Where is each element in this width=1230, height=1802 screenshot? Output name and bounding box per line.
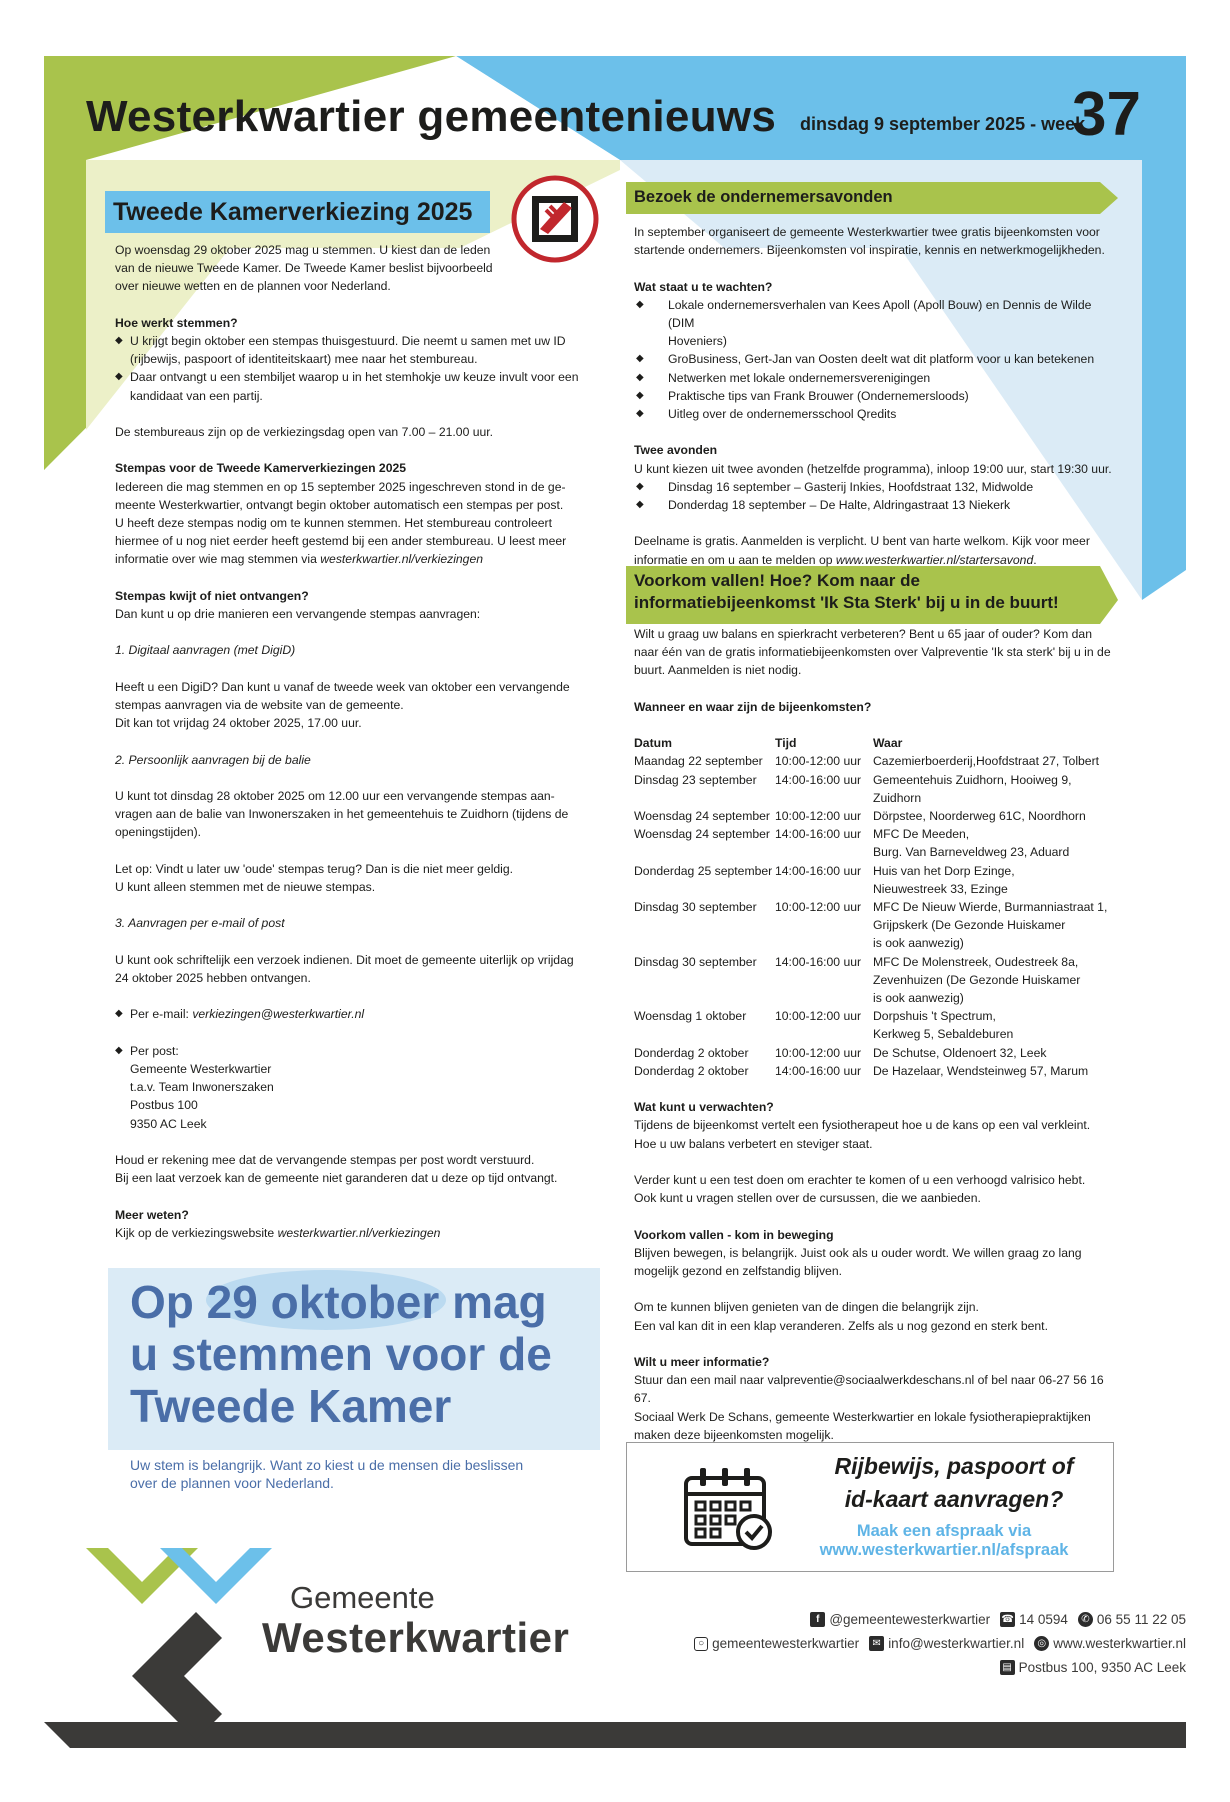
text: . [1033, 552, 1037, 567]
test-line: Verder kunt u een test doen om erachter te komen of u een verhoogd valrisico hebt. [634, 1173, 1086, 1188]
masthead-title: Westerkwartier gemeentenieuws [86, 92, 777, 141]
bullet-line: ◆ GroBusiness, Gert-Jan van Oosten deelt wat dit platform voor u kan betekenen [668, 352, 1095, 367]
expect2-line: Tijdens de bijeenkomst vertelt een fysiotherapeut hoe u de kans op een val verkleint. [634, 1118, 1091, 1133]
option-2-line: vragen aan de balie van Inwonerszaken in het gemeentehuis te Zuidhorn (tijdens de [115, 807, 569, 822]
date-cell: Woensdag 24 september [634, 809, 770, 823]
whatsapp-icon: ✆ [1078, 1612, 1093, 1627]
date-cell: Dinsdag 30 september [634, 954, 757, 969]
email-icon: ✉ [869, 1636, 884, 1651]
date-cell: Maandag 22 september [634, 754, 763, 769]
bullet-line: ◆ Netwerken met lokale ondernemersverenigingen [668, 370, 931, 385]
info-line: maken deze bijeenkomsten mogelijk. [634, 1427, 834, 1442]
vote-banner-sub [130, 1456, 590, 1492]
bullet-item [634, 405, 1114, 423]
address-line: Postbus 100 [130, 1098, 198, 1113]
phone-icon: ☎ [1001, 1614, 1014, 1625]
fall-intro-line: naar één van de gratis informatiebijeenkomsten over Valpreventie 'Ik sta sterk' bij u in de [634, 645, 1111, 660]
closing-line: Houd er rekening mee dat de vervangende stempas per post wordt verstuurd. [115, 1152, 535, 1167]
table-row [634, 898, 1107, 953]
email-link[interactable]: verkiezingen@westerkwartier.nl [192, 1007, 365, 1022]
bullet-line: ◆ Praktische tips van Frank Brouwer (Ondernemersloods) [668, 388, 969, 403]
closing-line: Bij een laat verzoek kan de gemeente niet garanderen dat u deze op tijd ontvangt. [115, 1171, 558, 1186]
pass-line: U heeft deze stempas nodig om te kunnen stemmen. Het stembureau controleert [115, 516, 552, 530]
bullet-line: ◆ U krijgt begin oktober een stempas thuisgestuurd. Die neemt u samen met uw ID [130, 334, 566, 348]
evening-item [634, 496, 1114, 514]
date-cell: Donderdag 2 oktober [634, 1045, 749, 1060]
whatsapp-number[interactable]: 06 55 11 22 05 [1096, 1612, 1186, 1627]
intro-line: van de nieuwe Tweede Kamer. De Tweede Kamer beslist bijvoorbeeld [115, 261, 493, 276]
info-title: Wilt u meer informatie? [634, 1355, 770, 1370]
banner-sub-line: over de plannen voor Nederland. [130, 1475, 334, 1491]
date-cell: Donderdag 25 september [634, 863, 773, 878]
expect2-line: Hoe u uw balans verbetert en steviger staat. [634, 1136, 873, 1151]
free-line: Deelname is gratis. Aanmelden is verplicht. U bent van harte welkom. Kijk voor meer [634, 534, 1090, 549]
option-3-title: 3. Aanvragen per e-mail of post [115, 916, 285, 931]
bullet-item [634, 387, 1114, 405]
text: Per e-mail: [130, 1007, 193, 1022]
date-cell: Donderdag 2 oktober [634, 1063, 749, 1078]
table-header [634, 734, 1107, 752]
bullet-item [115, 332, 600, 368]
column-header: Datum [634, 736, 672, 751]
week-number: 37 [1072, 80, 1141, 149]
note-line: U kunt alleen stemmen met de nieuwe stempas. [115, 879, 376, 894]
bullet-item [634, 369, 1114, 387]
location-cell: De Hazelaar, Wendsteinweg 57, Marum [873, 1063, 1089, 1078]
mailbox-icon: ▤ [1000, 1660, 1015, 1675]
time-cell: 10:00-12:00 uur [775, 900, 862, 915]
evening-line: ◆ Donderdag 18 september – De Halte, Aldringastraat 13 Niekerk [668, 498, 1011, 513]
banner-sub-line: Uw stem is belangrijk. Want zo kiest u de mensen die beslissen [130, 1457, 524, 1473]
ad-title-line: id-kaart aanvragen? [844, 1486, 1064, 1512]
free-line [634, 551, 1114, 569]
time-cell: 10:00-12:00 uur [775, 754, 862, 769]
column-header: Waar [873, 736, 903, 751]
table-row [634, 1007, 1107, 1043]
pass-line: Iedereen die mag stemmen en op 15 september 2025 ingeschreven stond in de ge- [115, 479, 566, 494]
location-cell: Cazemierboerderij,Hoofdstraat 27, Tolbert [873, 754, 1100, 769]
text: informatie over wie mag stemmen via [115, 552, 321, 567]
pass-title: Stempas voor de Tweede Kamerverkiezingen 2025 [115, 461, 407, 476]
location-cell: Dörpstee, Noorderweg 61C, Noordhorn [873, 809, 1086, 823]
evening-line: ◆ Dinsdag 16 september – Gasterij Inkies, Hoofdstraat 132, Midwolde [668, 479, 1034, 494]
option-1-line: Dit kan tot vrijdag 24 oktober 2025, 17.00 uur. [115, 716, 362, 731]
post-label: ◆ Per post: [130, 1043, 179, 1058]
postal-address: Postbus 100, 9350 AC Leek [1018, 1660, 1186, 1675]
text: Kijk op de verkiezingswebsite [115, 1225, 278, 1240]
bullet-line: kandidaat van een partij. [130, 388, 263, 403]
time-cell: 10:00-12:00 uur [775, 1009, 862, 1024]
how-title: Hoe werkt stemmen? [115, 315, 238, 330]
table-row [634, 1062, 1107, 1080]
more-line [115, 1224, 600, 1242]
ad-sub-line: Maak een afspraak via [856, 1522, 1032, 1540]
enjoy-line: Een val kan dit in een klap veranderen. Zelfs als u nog gezond en sterk bent. [634, 1318, 1048, 1333]
pass-line: meente Westerkwartier, ontvangt begin oktober automatisch een stempas per post. [115, 497, 564, 512]
option-1-line: Heeft u een DigiD? Dan kunt u vanaf de tweede week van oktober een vervangende [115, 679, 570, 694]
bullet-line: ◆ Lokale ondernemersverhalen van Kees Apoll (Apoll Bouw) en Dennis de Wilde (DIM [668, 297, 1092, 330]
email-bullet [115, 1005, 600, 1023]
banner-line: Tweede Kamer [130, 1380, 452, 1432]
globe-icon: ◎ [1034, 1636, 1049, 1651]
option-2-line: U kunt tot dinsdag 28 oktober 2025 om 12.00 uur een vervangende stempas aan- [115, 788, 555, 803]
column-header: Tijd [775, 736, 797, 751]
elections-link[interactable]: westerkwartier.nl/verkiezingen [320, 552, 484, 567]
location-cell: MFC De Molenstreek, Oudestreek 8a, Zevenhuizen (De Gezonde Huiskamer is ook aanwezig) [873, 954, 1081, 1006]
time-cell: 10:00-12:00 uur [775, 809, 862, 823]
table-row [634, 825, 1107, 861]
intro-line: In september organiseert de gemeente Westerkwartier twee gratis bijeenkomsten voor [634, 225, 1100, 239]
masthead-date: dinsdag 9 september 2025 - week [800, 114, 1086, 134]
logo-gemeente: Gemeente [290, 1580, 435, 1615]
option-2-line: openingstijden). [115, 825, 202, 840]
email-address[interactable]: info@westerkwartier.nl [888, 1636, 1025, 1651]
startersavond-link[interactable]: www.westerkwartier.nl/startersavond [835, 552, 1034, 567]
fall-heading-line: Voorkom vallen! Hoe? Kom naar de [634, 571, 920, 590]
banner-line: Op 29 oktober mag [130, 1276, 547, 1328]
expect-title: Wat staat u te wachten? [634, 279, 773, 294]
bullet-line: ◆ Uitleg over de ondernemersschool Qredits [668, 407, 897, 422]
location-cell: MFC De Nieuw Wierde, Burmanniastraat 1, Grijpskerk (De Gezonde Huiskamer is ook aanwezig) [873, 900, 1108, 951]
elections-link[interactable]: westerkwartier.nl/verkiezingen [277, 1225, 441, 1240]
note-line: Let op: Vindt u later uw 'oude' stempas terug? Dan is die niet meer geldig. [115, 861, 514, 876]
info-line: Sociaal Werk De Schans, gemeente Westerkwartier en lokale fysiotherapiepraktijken [634, 1409, 1091, 1424]
bullet-item [634, 296, 1114, 351]
afspraak-link[interactable]: www.westerkwartier.nl/afspraak [819, 1541, 1069, 1559]
move-line: mogelijk gezond en zelfstandig blijven. [634, 1264, 842, 1279]
time-cell: 14:00-16:00 uur [775, 863, 862, 878]
move-title: Voorkom vallen - kom in beweging [634, 1227, 834, 1242]
intro-line: over nieuwe wetten en de plannen voor Nederland. [115, 279, 391, 294]
option-3-line: 24 oktober 2025 hebben ontvangen. [115, 970, 311, 985]
banner-line: u stemmen voor de [130, 1328, 552, 1380]
pass-line: hiermee of u nog niet eerder heeft gestemd bij een ander stembureau. U leest meer [115, 534, 567, 549]
time-cell: 14:00-16:00 uur [775, 827, 862, 842]
address-line: t.a.v. Team Inwonerszaken [130, 1080, 274, 1095]
entrepreneurs-article [634, 223, 1114, 569]
fall-intro-line: Wilt u graag uw balans en spierkracht verbeteren? Bent u 65 jaar of ouder? Kom dan [634, 627, 1092, 641]
logo-westerkwartier: Westerkwartier [262, 1614, 570, 1661]
time-cell: 14:00-16:00 uur [775, 1063, 862, 1078]
vote-banner [130, 1276, 600, 1432]
location-cell: De Schutse, Oldenoert 32, Leek [873, 1045, 1047, 1060]
two-evenings-text: U kunt kiezen uit twee avonden (hetzelfde programma), inloop 19:00 uur, start 19:30 uur. [634, 461, 1112, 476]
when-title: Wanneer en waar zijn de bijeenkomsten? [634, 699, 872, 714]
time-cell: 14:00-16:00 uur [775, 954, 862, 969]
election-article [115, 241, 600, 1242]
time-cell: 10:00-12:00 uur [775, 1045, 862, 1060]
evening-item [634, 478, 1114, 496]
bullet-line: (rijbewijs, paspoort of identiteitskaart) mee naar het stembureau. [130, 352, 478, 367]
opening-hours: De stembureaus zijn op de verkiezingsdag open van 7.00 – 21.00 uur. [115, 425, 494, 439]
option-1-title: 1. Digitaal aanvragen (met DigiD) [115, 643, 296, 658]
bullet-item [115, 368, 600, 404]
move-line: Blijven bewegen, is belangrijk. Juist ook als u ouder wordt. We willen graag zo lang [634, 1245, 1082, 1260]
date-cell: Dinsdag 23 september [634, 772, 757, 787]
date-cell: Dinsdag 30 september [634, 900, 757, 915]
date-cell: Woensdag 1 oktober [634, 1009, 747, 1024]
lost-title: Stempas kwijt of niet ontvangen? [115, 588, 309, 603]
fall-heading-line: informatiebijeenkomst 'Ik Sta Sterk' bij u in de buurt! [634, 593, 1059, 612]
pass-line-last [115, 550, 600, 568]
ad-title [806, 1450, 1102, 1516]
post-bullet [115, 1042, 600, 1133]
time-cell: 14:00-16:00 uur [775, 772, 862, 787]
intro-line: Op woensdag 29 oktober 2025 mag u stemmen. U kiest dan de leden [115, 243, 491, 257]
facebook-handle[interactable]: @gemeentewesterkwartier [829, 1612, 991, 1627]
election-heading: Tweede Kamerverkiezing 2025 [113, 198, 473, 226]
contact-row-1 [810, 1612, 1186, 1627]
bullet-line: ◆ Daar ontvangt u een stembiljet waarop u in het stemhokje uw keuze invult voor een [130, 370, 579, 385]
location-cell: Dorpshuis 't Spectrum, Kerkweg 5, Sebaldeburen [873, 1009, 1014, 1042]
contact-row-2 [694, 1636, 1186, 1651]
location-cell: Gemeentehuis Zuidhorn, Hooiweg 9, Zuidhorn [873, 772, 1072, 805]
expect2-title: Wat kunt u verwachten? [634, 1100, 774, 1115]
instagram-icon: ○ [694, 1637, 708, 1651]
calendar-check-icon [682, 1466, 774, 1552]
more-title: Meer weten? [115, 1207, 189, 1222]
address-line: Gemeente Westerkwartier [130, 1061, 272, 1076]
table-row [634, 771, 1107, 807]
fall-article [634, 625, 1124, 1444]
instagram-handle[interactable]: gemeentewesterkwartier [712, 1636, 860, 1651]
option-2-title: 2. Persoonlijk aanvragen bij de balie [115, 752, 311, 767]
table-row [634, 862, 1107, 898]
two-evenings-title: Twee avonden [634, 443, 718, 458]
phone-number[interactable]: 14 0594 [1019, 1612, 1068, 1627]
table-row [634, 807, 1107, 825]
intro-line: startende ondernemers. Bijeenkomsten vol inspiratie, kennis en netwerkmogelijkheden. [634, 243, 1105, 258]
date-cell: Woensdag 24 september [634, 827, 770, 842]
schedule-table [634, 734, 1107, 1080]
text: informatie en om u aan te melden op [634, 552, 836, 567]
table-row [634, 1044, 1107, 1062]
location-cell: MFC De Meeden, Burg. Van Barneveldweg 23, Aduard [873, 827, 1070, 860]
info-line: Stuur dan een mail naar valpreventie@sociaalwerkdeschans.nl of bel naar 06-27 56 16 67. [634, 1373, 1104, 1406]
option-1-line: stempas aanvragen via de website van de gemeente. [115, 697, 404, 712]
website-link[interactable]: www.westerkwartier.nl [1053, 1636, 1186, 1651]
table-row [634, 953, 1107, 1008]
bullet-item [634, 350, 1114, 368]
option-3-line: U kunt ook schriftelijk een verzoek indienen. Dit moet de gemeente uiterlijk op vrijdag [115, 952, 574, 967]
table-row [634, 752, 1107, 770]
enjoy-line: Om te kunnen blijven genieten van de dingen die belangrijk zijn. [634, 1300, 979, 1315]
test-line: Ook kunt u vragen stellen over de cursussen, die we aanbieden. [634, 1191, 981, 1206]
ad-title-line: Rijbewijs, paspoort of [834, 1453, 1074, 1479]
ad-subtitle [786, 1522, 1102, 1560]
location-cell: Huis van het Dorp Ezinge, Nieuwestreek 33, Ezinge [873, 863, 1015, 896]
fall-heading [634, 570, 1059, 614]
fall-intro-line: buurt. Aanmelden is niet nodig. [634, 663, 802, 678]
lost-text: Dan kunt u op drie manieren een vervangende stempas aanvragen: [115, 607, 481, 621]
contact-row-3 [1000, 1660, 1186, 1675]
bullet-line: Hoveniers) [668, 334, 727, 349]
facebook-icon: f [810, 1612, 825, 1627]
entrepreneurs-heading: Bezoek de ondernemersavonden [634, 188, 893, 206]
address-line: 9350 AC Leek [130, 1116, 207, 1131]
